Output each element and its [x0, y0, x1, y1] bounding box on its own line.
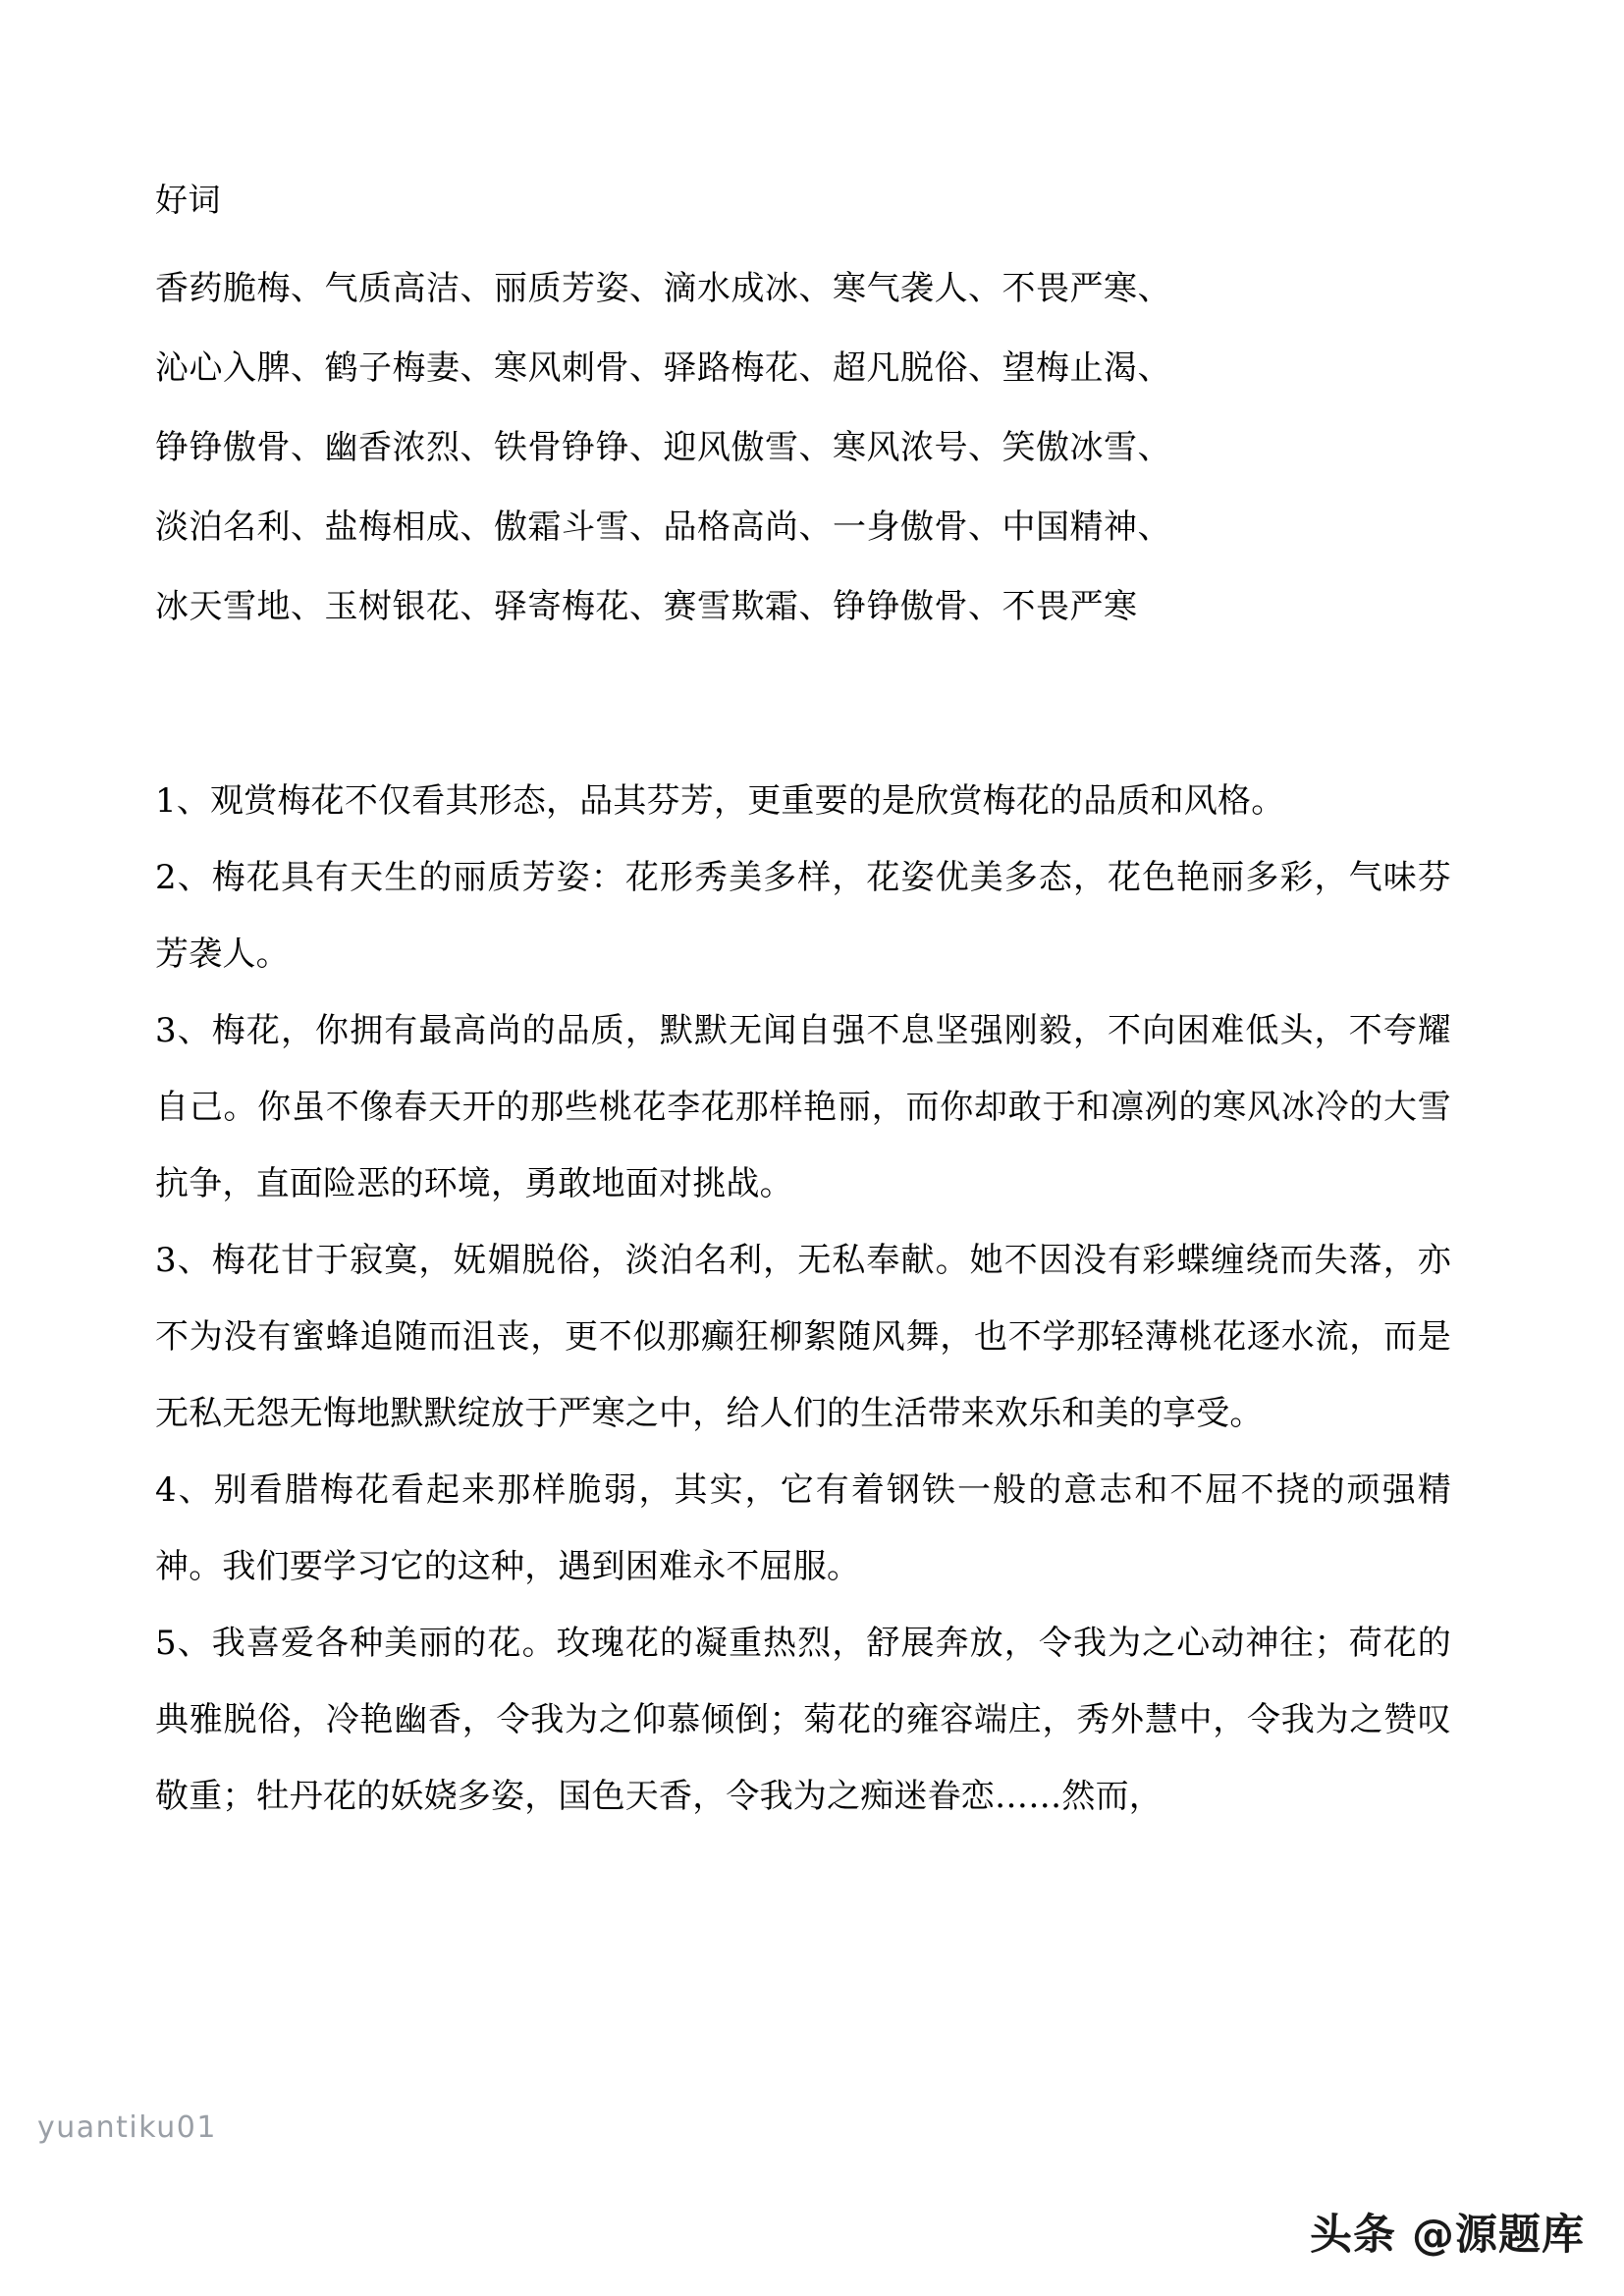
paragraph: 2、梅花具有天生的丽质芳姿：花形秀美多样，花姿优美多态，花色艳丽多彩，气味芬芳袭人。	[155, 858, 1451, 974]
footer-brand-logo	[1310, 2202, 1585, 2262]
word-row: 冰天雪地、玉树银花、驿寄梅花、赛雪欺霜、铮铮傲骨、不畏严寒	[155, 587, 1138, 626]
footer-brand-text: 头条 @源题库	[1310, 2211, 1585, 2260]
word-row: 铮铮傲骨、幽香浓烈、铁骨铮铮、迎风傲雪、寒风浓号、笑傲冰雪、	[155, 428, 1171, 467]
word-row: 香药脆梅、气质高洁、丽质芳姿、滴水成冰、寒气袭人、不畏严寒、	[155, 269, 1171, 308]
word-row: 沁心入脾、鹤子梅妻、寒风刺骨、驿路梅花、超凡脱俗、望梅止渴、	[155, 348, 1171, 388]
word-row: 淡泊名利、盐梅相成、傲霜斗雪、品格高尚、一身傲骨、中国精神、	[155, 507, 1171, 547]
paragraph: 3、梅花，你拥有最高尚的品质，默默无闻自强不息坚强刚毅，不向困难低头，不夸耀自己。你虽不像春天开的那些桃花李花那样艳丽，而你却敢于和凛冽的寒风冰冷的大雪抗争，直面险恶的环境，勇敢地面对挑战。	[155, 1011, 1451, 1203]
section-spacer	[155, 647, 1451, 763]
paragraph: 3、梅花甘于寂寞，妩媚脱俗，淡泊名利，无私奉献。她不因没有彩蝶缠绕而失落，亦不为没有蜜蜂追随而沮丧，更不似那癫狂柳絮随风舞，也不学那轻薄桃花逐水流，而是无私无怨无悔地默默绽放于严寒之中，给人们的生活带来欢乐和美的享受。	[155, 1241, 1451, 1433]
numbered-paragraph-list	[155, 763, 1451, 1835]
paragraph: 5、我喜爱各种美丽的花。玫瑰花的凝重热烈，舒展奔放，令我为之心动神往；荷花的典雅脱俗，冷艳幽香，令我为之仰慕倾倒；菊花的雍容端庄，秀外慧中，令我为之赞叹敬重；牡丹花的妖娆多姿，国色天香，令我为之痴迷眷恋……然而，	[155, 1624, 1451, 1816]
paragraph: 1、观赏梅花不仅看其形态，品其芬芳，更重要的是欣赏梅花的品质和风格。	[155, 781, 1285, 821]
paragraph: 4、别看腊梅花看起来那样脆弱，其实，它有着钢铁一般的意志和不屈不挠的顽强精神。我们要学习它的这种，遇到困难永不屈服。	[155, 1470, 1451, 1586]
page-title: 好词	[155, 181, 221, 219]
good-words-list	[155, 249, 1451, 647]
document-content	[155, 179, 1451, 1835]
watermark-username: yuantiku01	[37, 2110, 217, 2145]
